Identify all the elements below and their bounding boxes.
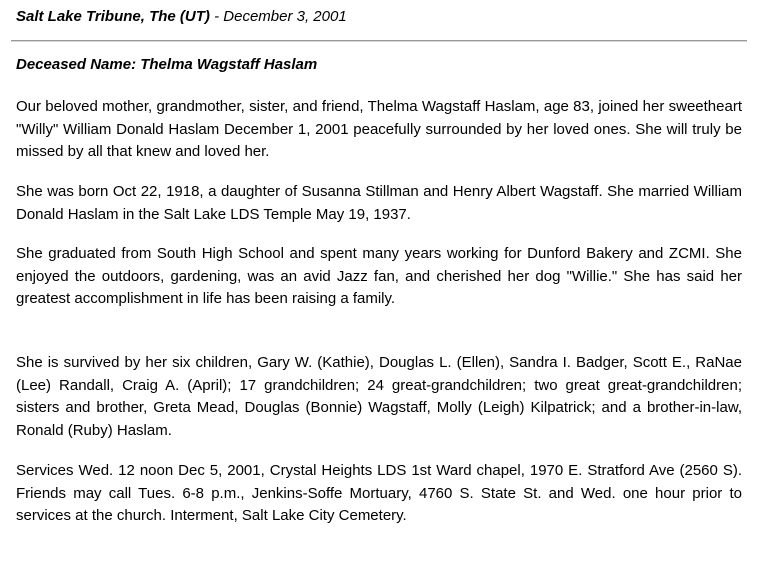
header-divider	[11, 40, 747, 42]
obituary-paragraph-birth: She was born Oct 22, 1918, a daughter of Susanna Stillman and Henry Albert Wagstaff. She married William Donald Haslam in the Salt Lake LDS Temple May 19, 1937.	[16, 183, 742, 223]
deceased-name-heading: Deceased Name: Thelma Wagstaff Haslam	[16, 56, 318, 73]
header-separator: -	[209, 8, 224, 25]
obituary-paragraph-survivors: She is survived by her six children, Gary W. (Kathie), Douglas L. (Ellen), Sandra I. Badger, Scott E., RaNae (Lee) Randall, Craig A. (April); 17 grandchildren; 24 great-grandchildren; two great great-grandchildren; sisters and brother, Greta Mead, Douglas (Bonnie) Wagstaff, Molly (Leigh) Kilpatrick; and a brother-in-law, Ronald (Ruby) Haslam.	[16, 354, 742, 439]
obituary-paragraph-intro: Our beloved mother, grandmother, sister, and friend, Thelma Wagstaff Haslam, age 83, joined her sweetheart "Willy" William Donald Haslam December 1, 2001 peacefully surrounded by her loved ones. She will truly be missed by all that knew and loved her.	[16, 98, 742, 160]
obituary-paragraph-services: Services Wed. 12 noon Dec 5, 2001, Crystal Heights LDS 1st Ward chapel, 1970 E. Stratford Ave (2560 S). Friends may call Tues. 6-8 p.m., Jenkins-Soffe Mortuary, 4760 S. State St. and Wed. one hour prior to services at the church. Interment, Salt Lake City Cemetery.	[16, 462, 742, 524]
publication-name: Salt Lake Tribune, The (UT)	[16, 8, 210, 25]
obituary-paragraph-life: She graduated from South High School and spent many years working for Dunford Bakery and ZCMI. She enjoyed the outdoors, gardening, was an avid Jazz fan, and cherished her dog "Willie." She has said her greatest accomplishment in life has been raising a family.	[16, 245, 742, 307]
publication-header	[16, 8, 347, 25]
publication-date: December 3, 2001	[223, 8, 347, 25]
